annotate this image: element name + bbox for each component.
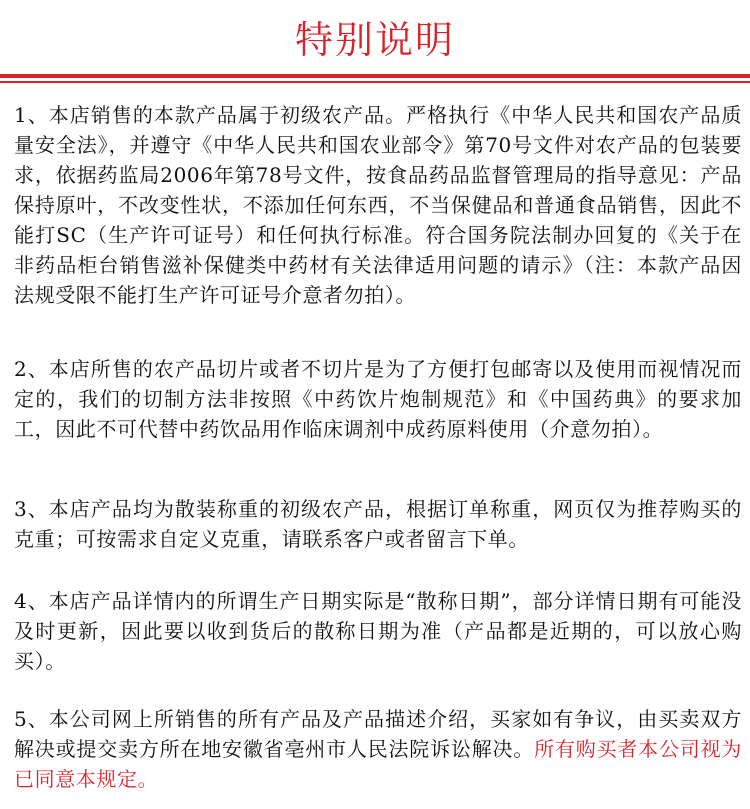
- title-divider-thick: [0, 74, 750, 78]
- note-1: 1、本店销售的本款产品属于初级农产品。严格执行《中华人民共和国农产品质量安全法》，并遵守《中华人民共和国农业部令》第70号文件对农产品的包装要求，依据药监局2006年第78号文件，按食品药品监督管理局的指导意见：产品保持原叶，不改变性状，不添加任何东西，不当保健品和普通食品销售，因此不能打SC（生产许可证号）和任何执行标准。符合国务院法制办回复的《关于在非药品柜台销售滋补保健类中药材有关法律适用问题的请示》（注：本款产品因法规受限不能打生产许可证号介意者勿拍）。: [14, 103, 742, 307]
- note-5-highlight: 所有购买者本公司视为已同意本规定。: [14, 737, 743, 791]
- note-2: 2、本店所售的农产品切片或者不切片是为了方便打包邮寄以及使用而视情况而定的，我们的切制方法非按照《中药饮片炮制规范》和《中国药典》的要求加工，因此不可代替中药饮品用作临床调剂中成药原料使用（介意勿拍）。: [14, 357, 742, 441]
- note-5-text: 5、本公司网上所销售的所有产品及产品描述介绍，买家如有争议，由买卖双方解决或提交卖方所在地安徽省亳州市人民法院诉讼解决。: [14, 707, 742, 761]
- note-5: [14, 704, 742, 794]
- page-title: 特别说明: [294, 18, 455, 62]
- note-3: 3、本店产品均为散装称重的初级农产品，根据订单称重，网页仅为推荐购买的克重；可按需求自定义克重，请联系客户或者留言下单。: [14, 497, 742, 551]
- title-divider-thin: [0, 81, 750, 83]
- note-4: 4、本店产品详情内的所谓生产日期实际是“散称日期”，部分详情日期有可能没及时更新，因此要以收到货后的散称日期为准（产品都是近期的，可以放心购买）。: [14, 589, 742, 673]
- page-header: [0, 0, 750, 90]
